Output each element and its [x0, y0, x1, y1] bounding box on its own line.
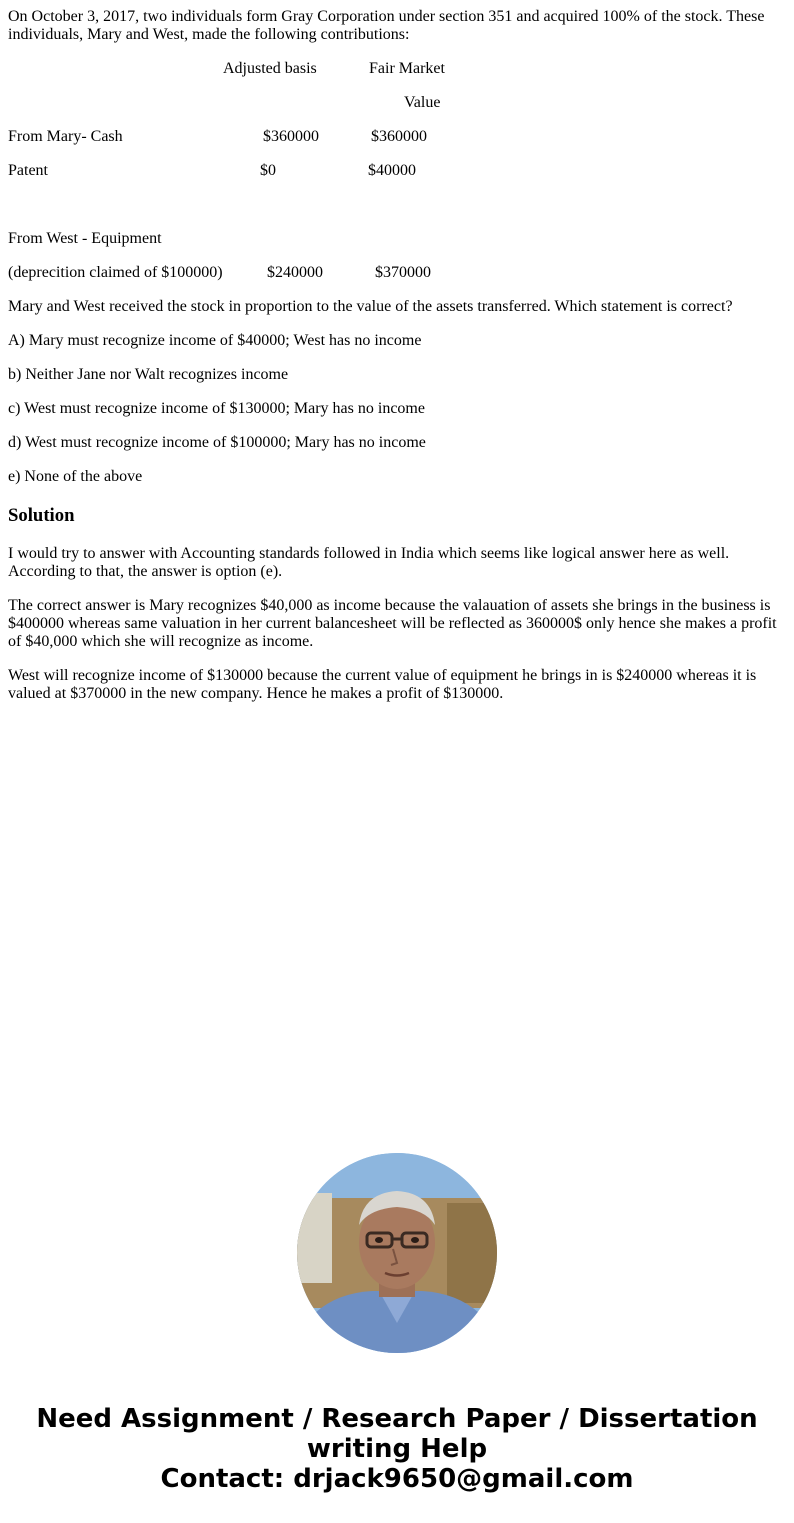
person-photo-icon: [297, 1153, 497, 1353]
solution-heading: Solution: [8, 505, 75, 526]
answer-option: c) West must recognize income of $130000; Mary has no income: [8, 400, 425, 417]
contribution-row-basis: $0: [260, 162, 276, 179]
answer-option: b) Neither Jane nor Walt recognizes income: [8, 366, 289, 383]
header-value: Value: [404, 94, 441, 111]
contribution-row-label: From West - Equipment: [8, 230, 162, 247]
contribution-row-label: (deprecition claimed of $100000): [8, 264, 223, 281]
avatar-illustration: [297, 1153, 497, 1353]
contribution-row-fmv: $360000: [371, 128, 427, 145]
header-fair-market: Fair Market: [369, 60, 445, 77]
answer-option: e) None of the above: [8, 468, 143, 485]
contribution-row-fmv: $40000: [368, 162, 416, 179]
contribution-row-label: From Mary- Cash: [8, 128, 123, 145]
header-adjusted-basis: Adjusted basis: [223, 60, 317, 77]
contact-email: Contact: drjack9650@gmail.com: [160, 1464, 634, 1494]
question-intro: On October 3, 2017, two individuals form Gray Corporation under section 351 and acquired 100% of the stock. These individuals, Mary and West, made the following contributions:: [8, 8, 765, 43]
solution-paragraph: I would try to answer with Accounting standards followed in India which seems like logical answer here as well. According to that, the answer is option (e).: [8, 545, 730, 580]
question-prompt: Mary and West received the stock in proportion to the value of the assets transferred. Which statement is correct?: [8, 298, 733, 315]
cta-line: writing Help: [306, 1434, 488, 1464]
contribution-row-label: Patent: [8, 162, 48, 179]
answer-option: A) Mary must recognize income of $40000; West has no income: [8, 332, 422, 349]
contribution-row-basis: $240000: [267, 264, 323, 281]
cta-line: Need Assignment / Research Paper / Dissertation: [36, 1404, 758, 1434]
contribution-row-basis: $360000: [263, 128, 319, 145]
answer-option: d) West must recognize income of $100000; Mary has no income: [8, 434, 426, 451]
solution-paragraph: West will recognize income of $130000 because the current value of equipment he brings in is $240000 whereas it is valued at $370000 in the new company. Hence he makes a profit of $130000.: [8, 667, 757, 702]
contribution-row-fmv: $370000: [375, 264, 431, 281]
solution-paragraph: The correct answer is Mary recognizes $40,000 as income because the valauation of assets she brings in the business is $400000 whereas same valuation in her current balancesheet will be reflected as 360000$ only hence she makes a profit of $40,000 which she will recognize as income.: [8, 597, 777, 650]
contact-banner: [0, 1404, 794, 1494]
